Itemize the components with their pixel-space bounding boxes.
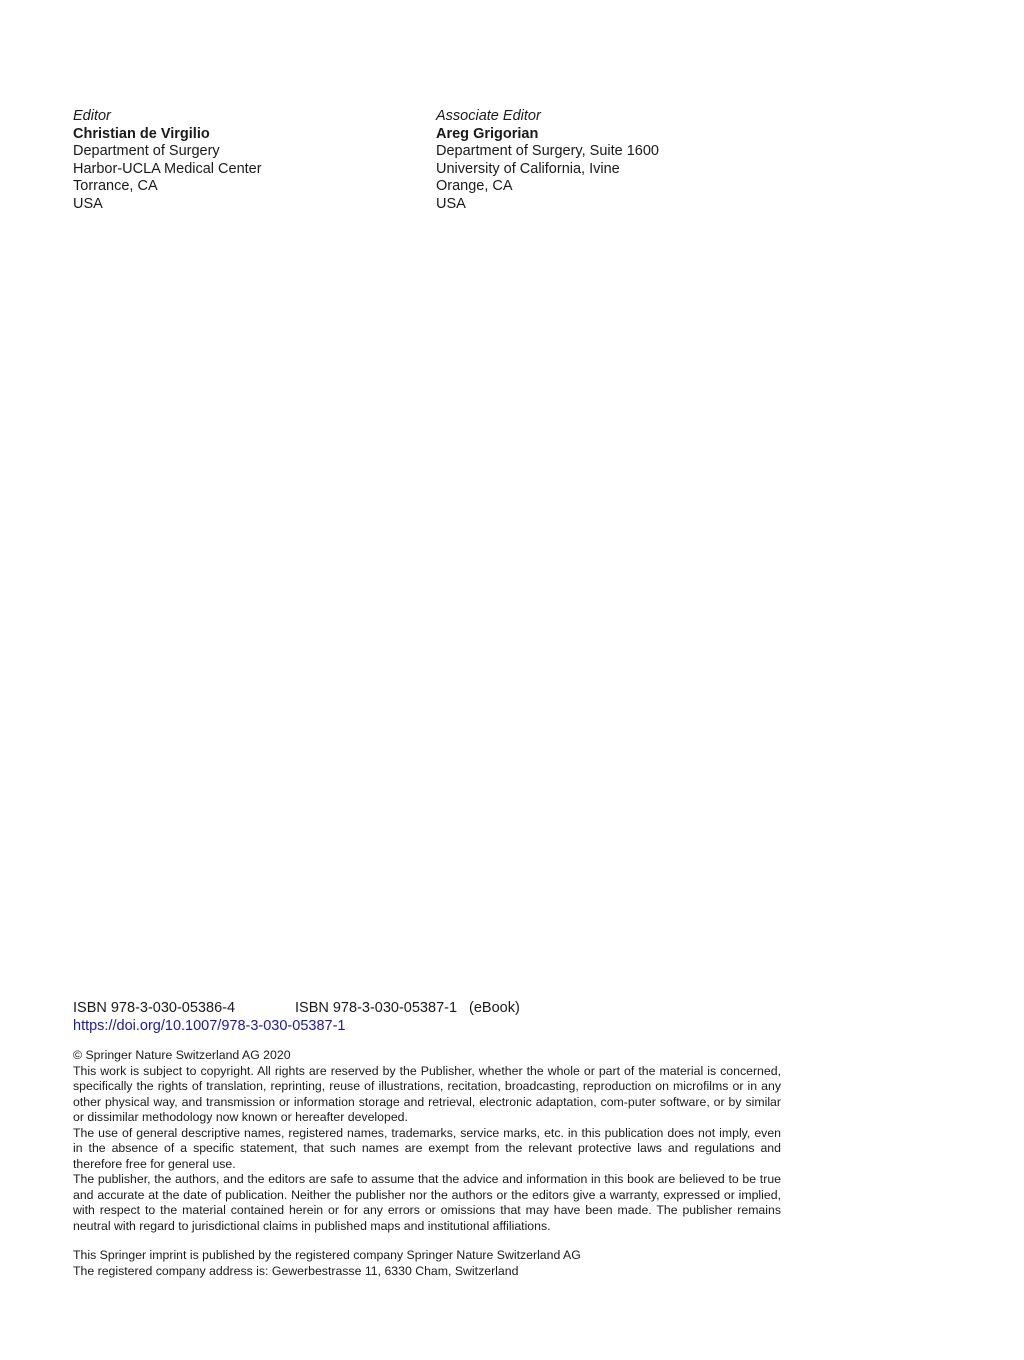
associate-editor-address-line: Department of Surgery, Suite 1600 xyxy=(436,143,659,159)
editor-name: Christian de Virgilio xyxy=(73,125,210,142)
imprint-notice xyxy=(73,1248,781,1279)
imprint-line: This Springer imprint is published by the registered company Springer Nature Switzerland AG xyxy=(73,1248,581,1262)
imprint-page-bottom xyxy=(73,1000,781,1279)
legal-notice xyxy=(73,1048,781,1234)
doi-link[interactable]: https://doi.org/10.1007/978-3-030-05387-1 xyxy=(73,1017,346,1034)
associate-editor-role: Associate Editor xyxy=(436,108,541,124)
isbn-ebook: ISBN 978-3-030-05387-1 xyxy=(295,1000,458,1016)
disclaimer-paragraph: The publisher, the authors, and the editors are safe to assume that the advice and information in this book are believed to be true and accurate at the date of publication. Neither the publisher nor the authors or the editors give a warranty, expressed or implied, with respect to the material contained herein or for any errors or omissions that may have been made. The publisher remains neutral with regard to jurisdictional claims in published maps and institutional affiliations. xyxy=(73,1172,781,1233)
associate-editor-address-line: University of California, Ivine xyxy=(436,160,620,177)
editor-address-line: Harbor-UCLA Medical Center xyxy=(73,160,262,177)
editor-role: Editor xyxy=(73,108,111,124)
rights-paragraph: This work is subject to copyright. All rights are reserved by the Publisher, whether the whole or part of the material is concerned, specifically the rights of translation, reprinting, reuse of illustrations, recitation, broadcasting, reproduction on microfilms or in any other physical way, and transmission or information storage and retrieval, electronic adaptation, com-puter software, or by similar or dissimilar methodology now known or hereafter developed. xyxy=(73,1063,781,1124)
associate-editor-address-line: Orange, CA xyxy=(436,178,513,194)
associate-editor-address-line: USA xyxy=(436,195,466,212)
isbn-ebook-label: (eBook) xyxy=(469,1000,520,1016)
associate-editor-name: Areg Grigorian xyxy=(436,125,539,142)
copyright-line: © Springer Nature Switzerland AG 2020 xyxy=(73,1048,291,1062)
editor-block xyxy=(73,108,413,213)
editor-address-line: Department of Surgery xyxy=(73,143,220,159)
editor-address-line: USA xyxy=(73,195,103,212)
editor-address-line: Torrance, CA xyxy=(73,178,158,194)
associate-editor-block xyxy=(436,108,796,213)
company-address-line: The registered company address is: Gewerbestrasse 11, 6330 Cham, Switzerland xyxy=(73,1263,519,1278)
isbn-print: ISBN 978-3-030-05386-4 xyxy=(73,1000,236,1016)
isbn-row xyxy=(73,1000,781,1018)
trademark-paragraph: The use of general descriptive names, registered names, trademarks, service marks, etc. in this publication does not imply, even in the absence of a specific statement, that such names are exempt from the relevant protective laws and regulations and therefore free for general use. xyxy=(73,1125,781,1171)
